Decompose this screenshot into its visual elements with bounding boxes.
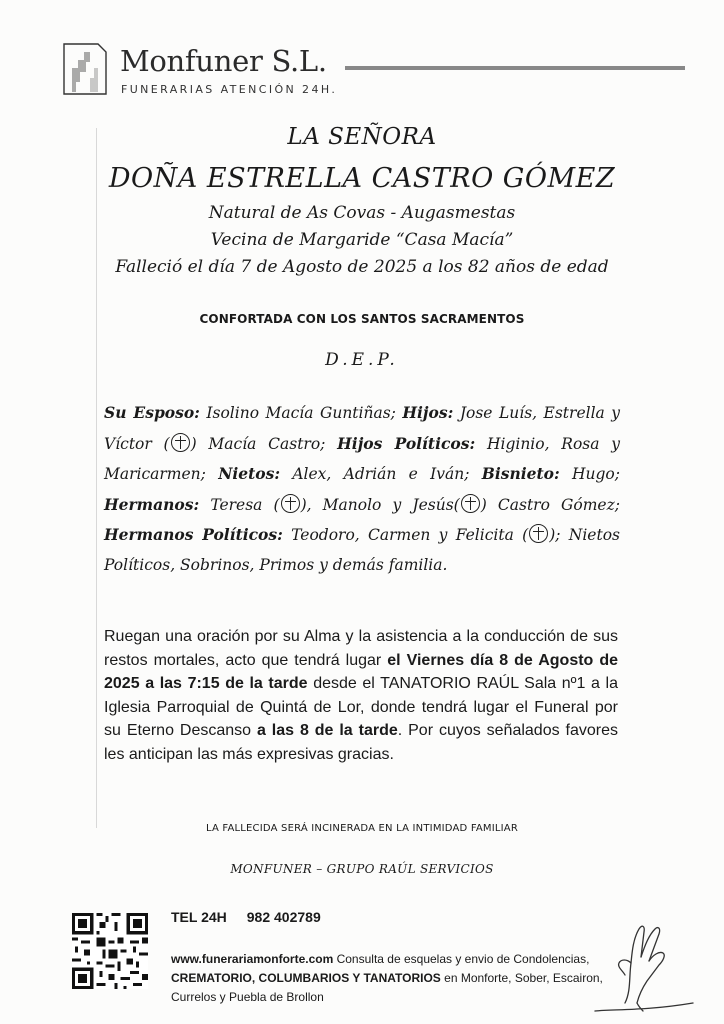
nietos-label: Nietos:	[218, 464, 281, 483]
hermanos-text-c: Castro Gómez;	[497, 495, 620, 514]
hermanos-label: Hermanos:	[104, 494, 200, 514]
hijos-surname: Macía Castro;	[208, 434, 326, 453]
phone-line	[171, 909, 321, 925]
origin-line: Natural de As Covas - Augasmestas	[208, 203, 516, 223]
brand-tagline: FUNERARIAS ATENCIÓN 24H.	[121, 83, 338, 96]
hijos-politicos-label: Hijos Políticos:	[337, 433, 476, 453]
request-text-3: . Por cuyos señalados favores les anticipan las más expresivas gracias.	[104, 722, 618, 763]
footer-services: CREMATORIO, COLUMBARIOS Y TANATORIOS	[171, 971, 441, 985]
cross-icon	[461, 494, 480, 513]
request-paragraph	[104, 625, 618, 766]
death-line: Falleció el día 7 de Agosto de 2025 a los 82 años de edad	[115, 257, 609, 277]
dep-line: D.E.P.	[325, 350, 399, 370]
phone-number: 982 402789	[246, 909, 321, 925]
hermanos-politicos-text-a: Teodoro, Carmen y Felicita	[291, 526, 514, 544]
residence-line: Vecina de Margaride “Casa Macía”	[210, 230, 514, 250]
bisnieto-text: Hugo;	[572, 465, 620, 483]
esposo-text: Isolino Macía Guntiñas;	[206, 404, 396, 422]
footer-text-2: en Monforte, Sober, Escairon, Currelos y Puebla de Brollon	[171, 971, 603, 1004]
request-text-2: desde el TANATORIO RAÚL Sala nº1 a la Iglesia Parroquial de Quintá de Lor, donde tendrá lugar el Funeral por su Eterno Descanso	[104, 675, 618, 739]
header-rule	[345, 66, 685, 70]
cross-icon	[281, 494, 300, 513]
sacraments-line: CONFORTADA CON LOS SANTOS SACRAMENTOS	[199, 312, 525, 326]
hermanos-politicos-label: Hermanos Políticos:	[104, 525, 283, 544]
hermanos-text-a: Teresa	[210, 495, 263, 514]
hermanos-politicos-text-b: ; Nietos Políticos, Sobrinos, Primos y demás familia.	[104, 526, 620, 574]
hermanos-text-b: , Manolo y Jesús	[306, 495, 454, 514]
hijos-politicos-text: Higinio, Rosa y Maricarmen;	[104, 434, 620, 483]
nietos-text: Alex, Adrián e Iván;	[292, 465, 470, 483]
request-text-1: Ruegan una oración por su Alma y la asistencia a la conducción de sus restos mortales, acto que tendrá lugar	[104, 628, 618, 669]
phone-label: TEL 24H	[171, 909, 227, 925]
hijos-text: Jose Luís, Estrella y Víctor	[104, 404, 621, 453]
esposo-label: Su Esposo:	[104, 403, 200, 422]
group-signature: MONFUNER – GRUPO RAÚL SERVICIOS	[230, 862, 494, 876]
brand-name: Monfuner S.L.	[120, 44, 327, 78]
footer-text-1: Consulta de esquelas y envio de Condolencias,	[336, 952, 590, 966]
request-funeral-time: a las 8 de la tarde	[256, 722, 398, 739]
family-paragraph: Su Esposo: Isolino Macía Guntiñas; Hijos: Jose Luís, Estrella y Víctor ( ) Macía Castro; Hijos Políticos: Higinio, Rosa y Maricarmen; Nietos: Alex, Adrián e Iván; Bisnieto: Hugo; Hermanos: Teresa ( ), Manolo y Jesús( ) Castro Gómez; Hermanos Políticos: Teodoro, Carmen y Felicita ( ); Nietos Políticos, Sobrinos, Primos y demás familia.	[104, 403, 621, 574]
praying-hands-icon	[585, 915, 695, 1015]
cross-icon	[171, 433, 190, 452]
cremation-note: LA FALLECIDA SERÁ INCINERADA EN LA INTIMIDAD FAMILIAR	[205, 823, 519, 834]
website-link[interactable]: www.funerariamonforte.com	[171, 952, 334, 966]
request-date: el Viernes día 8 de Agosto de 2025 a las 7:15 de la tarde	[104, 651, 618, 692]
hijos-label: Hijos:	[402, 403, 454, 422]
qr-code	[72, 913, 148, 989]
logo-mark	[60, 38, 110, 98]
bisnieto-label: Bisnieto:	[481, 464, 560, 483]
cross-icon	[529, 524, 548, 543]
deceased-name: DOÑA ESTRELLA CASTRO GÓMEZ	[108, 163, 616, 194]
notice-title: LA SEÑORA	[287, 124, 437, 150]
footer-info	[171, 950, 611, 1007]
